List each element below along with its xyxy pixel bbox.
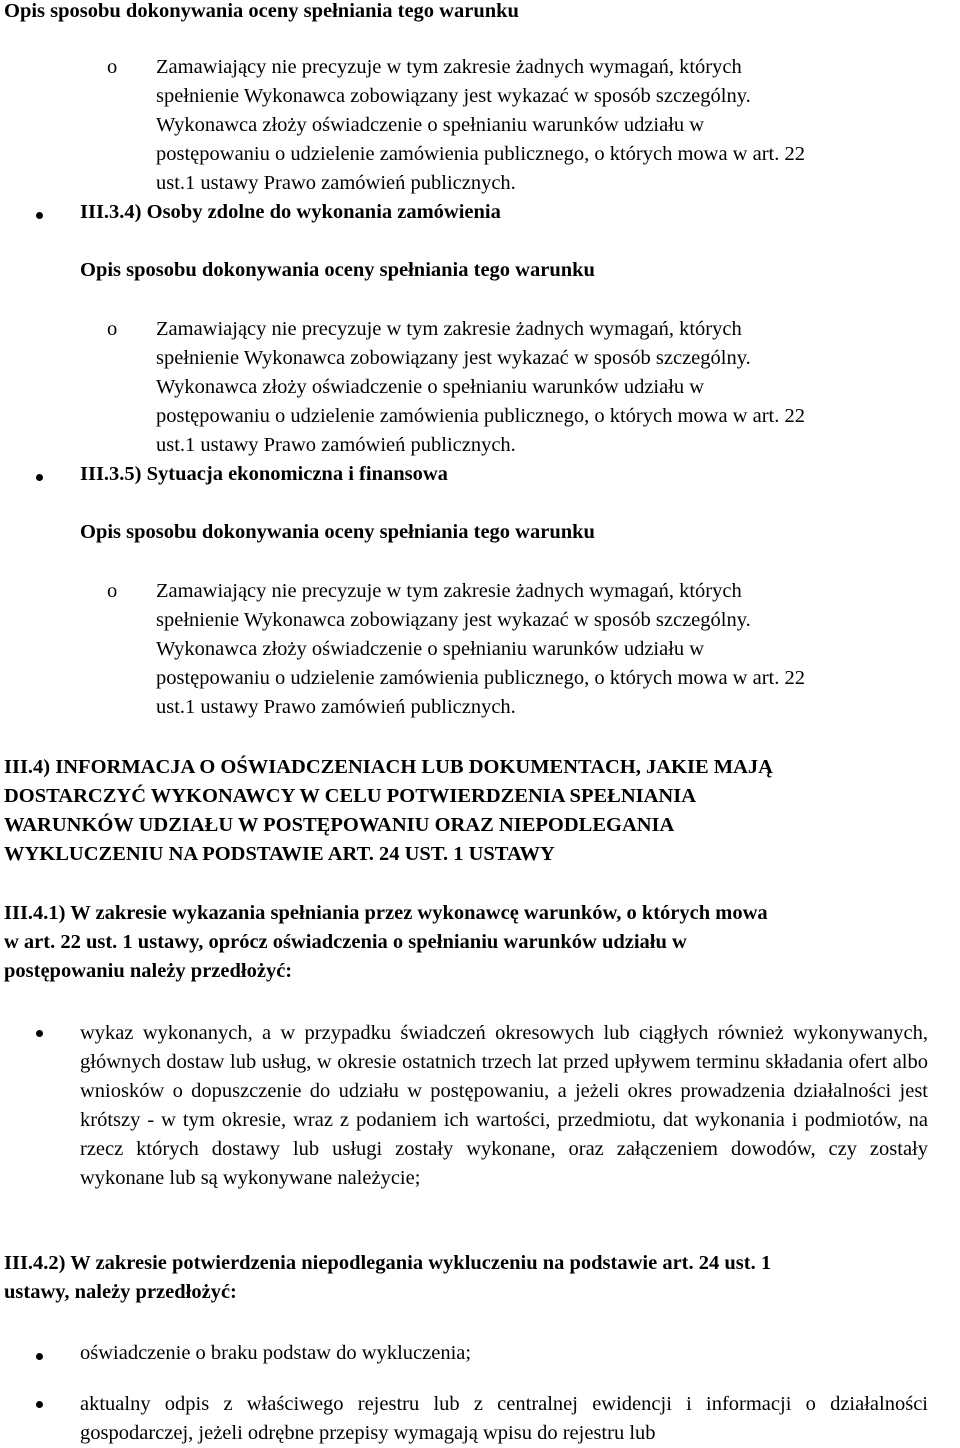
warunek-2-line-3: Wykonawca złoży oświadczenie o spełnianiu warunków udziału w bbox=[156, 376, 705, 398]
sub-bullet-3: o bbox=[107, 580, 118, 602]
warunek-2-line-1: Zamawiający nie precyzuje w tym zakresie żadnych wymagań, których bbox=[156, 318, 742, 340]
section-342-line-1: III.4.2) W zakresie potwierdzenia niepodlegania wykluczeniu na podstawie art. 24 ust. 1 bbox=[4, 1252, 772, 1274]
oswiadczenie-item: oświadczenie o braku podstaw do wykluczenia; bbox=[80, 1342, 472, 1364]
opis-heading-1: Opis sposobu dokonywania oceny spełniania tego warunku bbox=[4, 0, 519, 22]
warunek-1-line-1: Zamawiający nie precyzuje w tym zakresie żadnych wymagań, których bbox=[156, 56, 742, 78]
bullet-dot-334 bbox=[36, 212, 43, 219]
warunek-1-line-2: spełnienie Wykonawca zobowiązany jest wykazać w sposób szczególny. bbox=[156, 85, 751, 107]
odpis-paragraph: aktualny odpis z właściwego rejestru lub z centralnej ewidencji i informacji o działalności gospodarczej, jeżeli odrębne przepisy wymagają wpisu do rejestru lub bbox=[80, 1393, 928, 1444]
section-341-line-3: postępowaniu należy przedłożyć: bbox=[4, 960, 293, 982]
warunek-3-line-2: spełnienie Wykonawca zobowiązany jest wykazać w sposób szczególny. bbox=[156, 609, 751, 631]
wykaz-paragraph: wykaz wykonanych, a w przypadku świadczeń okresowych lub ciągłych również wykonywanych, głównych dostaw lub usług, w okresie ostatnich trzech lat przed upływem terminu składania ofert albo wniosków o dopuszczenie do udziału w postępowaniu, a jeżeli okres prowadzenia działalności jest krótszy - w tym okresie, wraz z podaniem ich wartości, przedmiotu, dat wykonania i podmiotów, na rzecz których dostawy lub usługi zostały wykonane, oraz załączeniem dowodów, czy zostały wykonane lub są wykonywane należycie; bbox=[80, 1022, 928, 1189]
section-34-line-3: WARUNKÓW UDZIAŁU W POSTĘPOWANIU ORAZ NIEPODLEGANIA bbox=[4, 814, 675, 836]
warunek-3-line-3: Wykonawca złoży oświadczenie o spełnianiu warunków udziału w bbox=[156, 638, 705, 660]
section-34-line-1: III.4) INFORMACJA O OŚWIADCZENIACH LUB DOKUMENTACH, JAKIE MAJĄ bbox=[4, 756, 773, 778]
sub-bullet-2: o bbox=[107, 318, 118, 340]
section-341-line-1: III.4.1) W zakresie wykazania spełniania przez wykonawcę warunków, o których mowa bbox=[4, 902, 768, 924]
section-341-line-2: w art. 22 ust. 1 ustawy, oprócz oświadczenia o spełnianiu warunków udziału w bbox=[4, 931, 687, 953]
section-335-heading: III.3.5) Sytuacja ekonomiczna i finansowa bbox=[80, 463, 448, 485]
warunek-3-line-4: postępowaniu o udzielenie zamówienia publicznego, o których mowa w art. 22 bbox=[156, 667, 805, 689]
section-34-line-2: DOSTARCZYĆ WYKONAWCY W CELU POTWIERDZENIA SPEŁNIANIA bbox=[4, 785, 696, 807]
warunek-1-line-3: Wykonawca złoży oświadczenie o spełnianiu warunków udziału w bbox=[156, 114, 705, 136]
warunek-2-line-4: postępowaniu o udzielenie zamówienia publicznego, o których mowa w art. 22 bbox=[156, 405, 805, 427]
warunek-1-line-4: postępowaniu o udzielenie zamówienia publicznego, o których mowa w art. 22 bbox=[156, 143, 805, 165]
bullet-dot-wykaz bbox=[36, 1030, 43, 1037]
warunek-3-line-5: ust.1 ustawy Prawo zamówień publicznych. bbox=[156, 696, 516, 718]
warunek-2-line-5: ust.1 ustawy Prawo zamówień publicznych. bbox=[156, 434, 516, 456]
warunek-2-line-2: spełnienie Wykonawca zobowiązany jest wykazać w sposób szczególny. bbox=[156, 347, 751, 369]
warunek-3-line-1: Zamawiający nie precyzuje w tym zakresie żadnych wymagań, których bbox=[156, 580, 742, 602]
warunek-1-line-5: ust.1 ustawy Prawo zamówień publicznych. bbox=[156, 172, 516, 194]
section-334-heading: III.3.4) Osoby zdolne do wykonania zamówienia bbox=[80, 201, 501, 223]
opis-heading-3: Opis sposobu dokonywania oceny spełniania tego warunku bbox=[80, 521, 595, 543]
bullet-dot-335 bbox=[36, 474, 43, 481]
sub-bullet-1: o bbox=[107, 56, 118, 78]
section-342-line-2: ustawy, należy przedłożyć: bbox=[4, 1281, 237, 1303]
section-34-line-4: WYKLUCZENIU NA PODSTAWIE ART. 24 UST. 1 USTAWY bbox=[4, 843, 555, 865]
bullet-dot-odpis bbox=[36, 1401, 43, 1408]
opis-heading-2: Opis sposobu dokonywania oceny spełniania tego warunku bbox=[80, 259, 595, 281]
bullet-dot-oswiadczenie bbox=[36, 1353, 43, 1360]
